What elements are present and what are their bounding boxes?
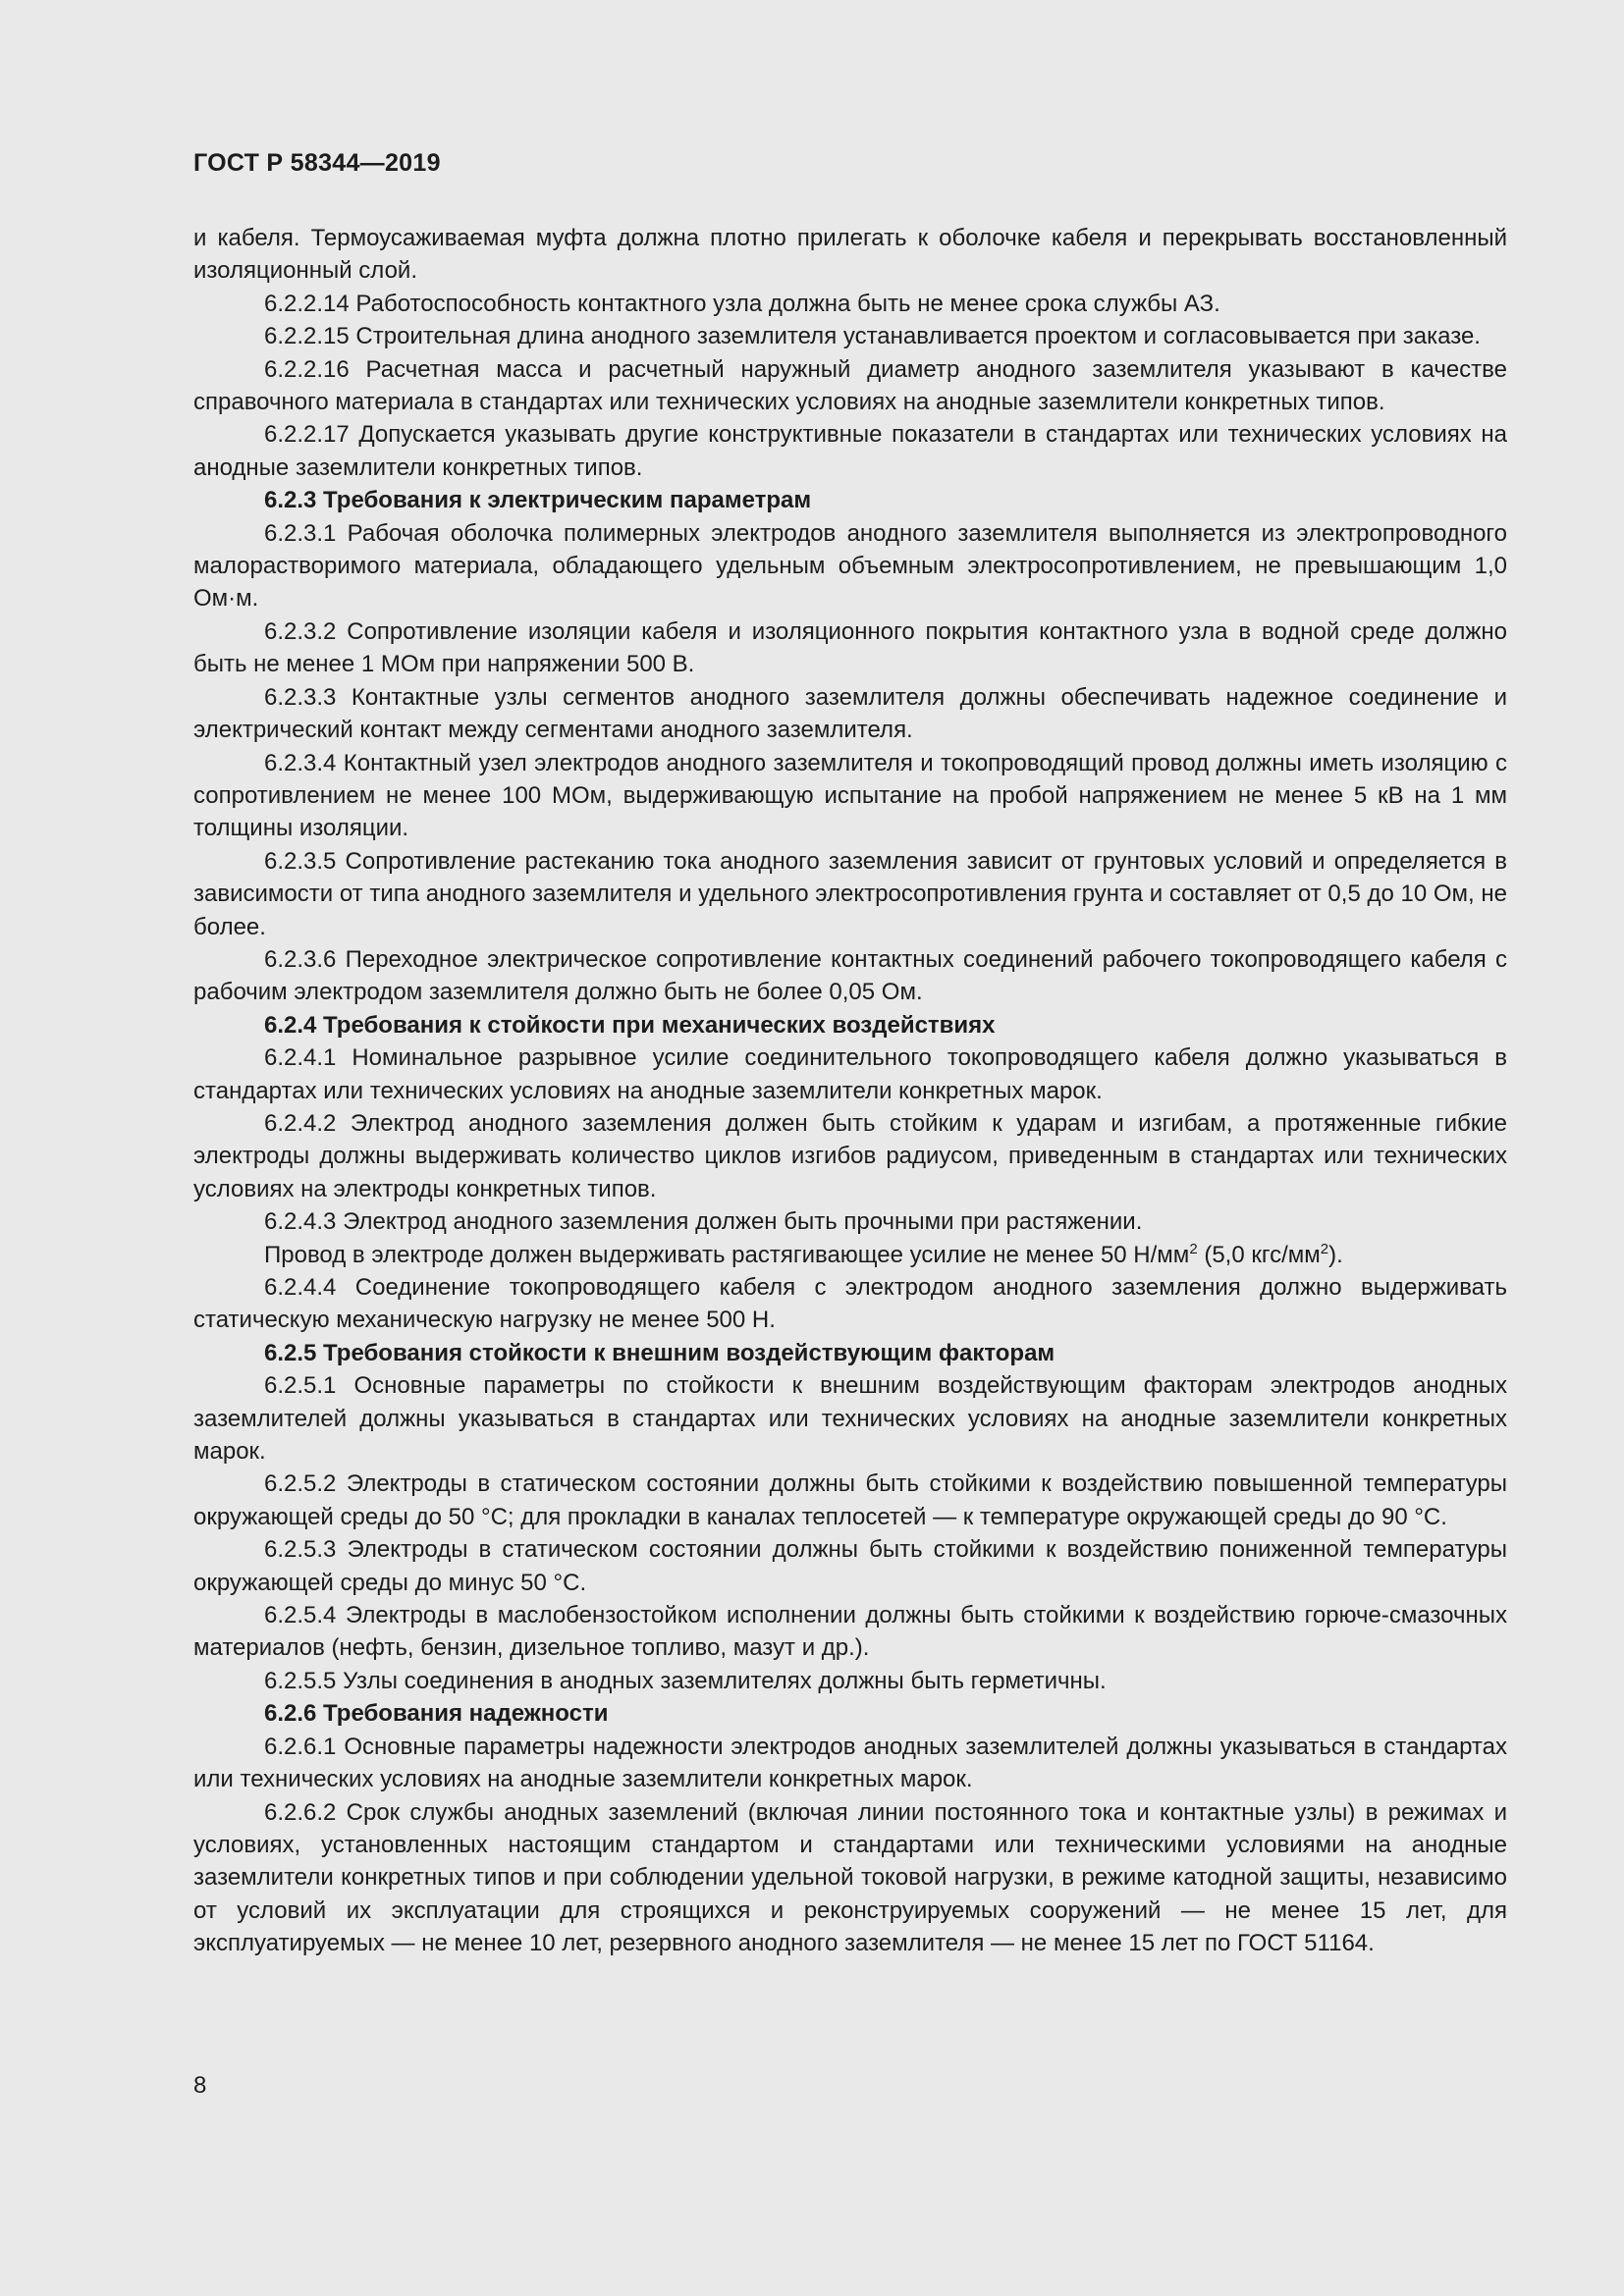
paragraph-6-2-3-2: 6.2.3.2 Сопротивление изоляции кабеля и изоляционного покрытия контактного узла в водной среде должно быть не менее 1 МОм при напряжении 500 В. xyxy=(193,617,1507,678)
paragraph-6-2-6-1: 6.2.6.1 Основные параметры надежности электродов анодных заземлителей должны указываться в стандартах или технических условиях на анодные заземлители конкретных марок. xyxy=(193,1733,1507,1793)
paragraph-6-2-2-14: 6.2.2.14 Работоспособность контактного узла должна быть не менее срока службы АЗ. xyxy=(264,290,1220,317)
wire-tension-text-after: ). xyxy=(1328,1241,1343,1268)
paragraph-6-2-5-1: 6.2.5.1 Основные параметры по стойкости к внешним воздействующим факторам электродов анодных заземлителей должны указываться в стандартах или технических условиях на анодные заземлители конкретных марок. xyxy=(193,1372,1507,1466)
paragraph-6-2-6-2: 6.2.6.2 Срок службы анодных заземлений (включая линии постоянного тока и контактные узлы) в режимах и условиях, установленных настоящим стандартом и стандартами или техническими условиями на анодные заземлители конкретных типов и при соблюдении удельной токовой нагрузки, в режиме катодной защиты, независимо от условий их эксплуатации для строящихся и реконструируемых сооружений — не менее 15 лет, для эксплуатируемых — не менее 10 лет, резервного анодного заземлителя — не менее 15 лет по ГОСТ 51164. xyxy=(193,1798,1507,1957)
wire-tension-text-before: Провод в электроде должен выдерживать растягивающее усилие не менее 50 Н/мм xyxy=(264,1241,1190,1268)
section-heading-6-2-3: 6.2.3 Требования к электрическим параметрам xyxy=(264,487,812,514)
paragraph-6-2-3-5: 6.2.3.5 Сопротивление растеканию тока анодного заземления зависит от грунтовых условий и определяется в зависимости от типа анодного заземлителя и удельного электросопротивления грунта и составляет от 0,5 до 10 Ом, не более. xyxy=(193,847,1507,940)
paragraph-wire-tension xyxy=(193,1239,1507,1271)
paragraph-6-2-4-3: 6.2.4.3 Электрод анодного заземления должен быть прочными при растяжении. xyxy=(264,1208,1143,1236)
document-header: ГОСТ Р 58344—2019 xyxy=(193,149,441,177)
page-number: 8 xyxy=(193,2072,207,2099)
superscript-2: 2 xyxy=(1189,1240,1198,1257)
paragraph-6-2-5-2: 6.2.5.2 Электроды в статическом состоянии должны быть стойкими к воздействию повышенной температуры окружающей среды до 50 °С; для прокладки в каналах теплосетей — к температуре окружающей среды до 90 °С. xyxy=(193,1470,1507,1530)
paragraph-6-2-2-16: 6.2.2.16 Расчетная масса и расчетный наружный диаметр анодного заземлителя указывают в качестве справочного материала в стандартах или технических условиях на анодные заземлители конкретных типов. xyxy=(193,355,1507,416)
paragraph-6-2-2-15: 6.2.2.15 Строительная длина анодного заземлителя устанавливается проектом и согласовывается при заказе. xyxy=(264,323,1481,350)
paragraph-6-2-3-1: 6.2.3.1 Рабочая оболочка полимерных электродов анодного заземлителя выполняется из электропроводного малорастворимого материала, обладающего удельным объемным электросопротивлением, не превышающим 1,0 Ом·м. xyxy=(193,519,1507,613)
paragraph-continuation: и кабеля. Термоусаживаемая муфта должна плотно прилегать к оболочке кабеля и перекрывать восстановленный изоляционный слой. xyxy=(193,225,1507,285)
wire-tension-text-middle: (5,0 кгс/мм xyxy=(1197,1241,1321,1268)
paragraph-6-2-4-1: 6.2.4.1 Номинальное разрывное усилие соединительного токопроводящего кабеля должно указываться в стандартах или технических условиях на анодные заземлители конкретных марок. xyxy=(193,1044,1507,1104)
section-heading-6-2-5: 6.2.5 Требования стойкости к внешним воздействующим факторам xyxy=(264,1339,1056,1366)
paragraph-6-2-3-6: 6.2.3.6 Переходное электрическое сопротивление контактных соединений рабочего токопроводящего кабеля с рабочим электродом заземлителя должно быть не более 0,05 Ом. xyxy=(193,945,1507,1006)
paragraph-6-2-4-4: 6.2.4.4 Соединение токопроводящего кабеля с электродом анодного заземления должно выдерживать статическую механическую нагрузку не менее 500 Н. xyxy=(193,1274,1507,1334)
paragraph-6-2-5-5: 6.2.5.5 Узлы соединения в анодных заземлителях должны быть герметичны. xyxy=(264,1667,1107,1694)
document-body xyxy=(193,222,1507,1960)
section-heading-6-2-6: 6.2.6 Требования надежности xyxy=(264,1700,609,1728)
paragraph-6-2-5-4: 6.2.5.4 Электроды в маслобензостойком исполнении должны быть стойкими к воздействию горюче-смазочных материалов (нефть, бензин, дизельное топливо, мазут и др.). xyxy=(193,1602,1507,1662)
superscript-2: 2 xyxy=(1320,1240,1329,1257)
section-heading-6-2-4: 6.2.4 Требования к стойкости при механических воздействиях xyxy=(264,1011,996,1039)
paragraph-6-2-4-2: 6.2.4.2 Электрод анодного заземления должен быть стойким к ударам и изгибам, а протяженные гибкие электроды должны выдерживать количество циклов изгибов радиусом, приведенным в стандартах или технических условиях на электроды конкретных типов. xyxy=(193,1109,1507,1202)
paragraph-6-2-3-4: 6.2.3.4 Контактный узел электродов анодного заземлителя и токопроводящий провод должны иметь изоляцию с сопротивлением не менее 100 МОм, выдерживающую испытание на пробой напряжением не менее 5 кВ на 1 мм толщины изоляции. xyxy=(193,749,1507,842)
paragraph-6-2-2-17: 6.2.2.17 Допускается указывать другие конструктивные показатели в стандартах или технических условиях на анодные заземлители конкретных типов. xyxy=(193,421,1507,481)
paragraph-6-2-3-3: 6.2.3.3 Контактные узлы сегментов анодного заземлителя должны обеспечивать надежное соединение и электрический контакт между сегментами анодного заземлителя. xyxy=(193,683,1507,744)
paragraph-6-2-5-3: 6.2.5.3 Электроды в статическом состоянии должны быть стойкими к воздействию пониженной температуры окружающей среды до минус 50 °С. xyxy=(193,1536,1507,1596)
